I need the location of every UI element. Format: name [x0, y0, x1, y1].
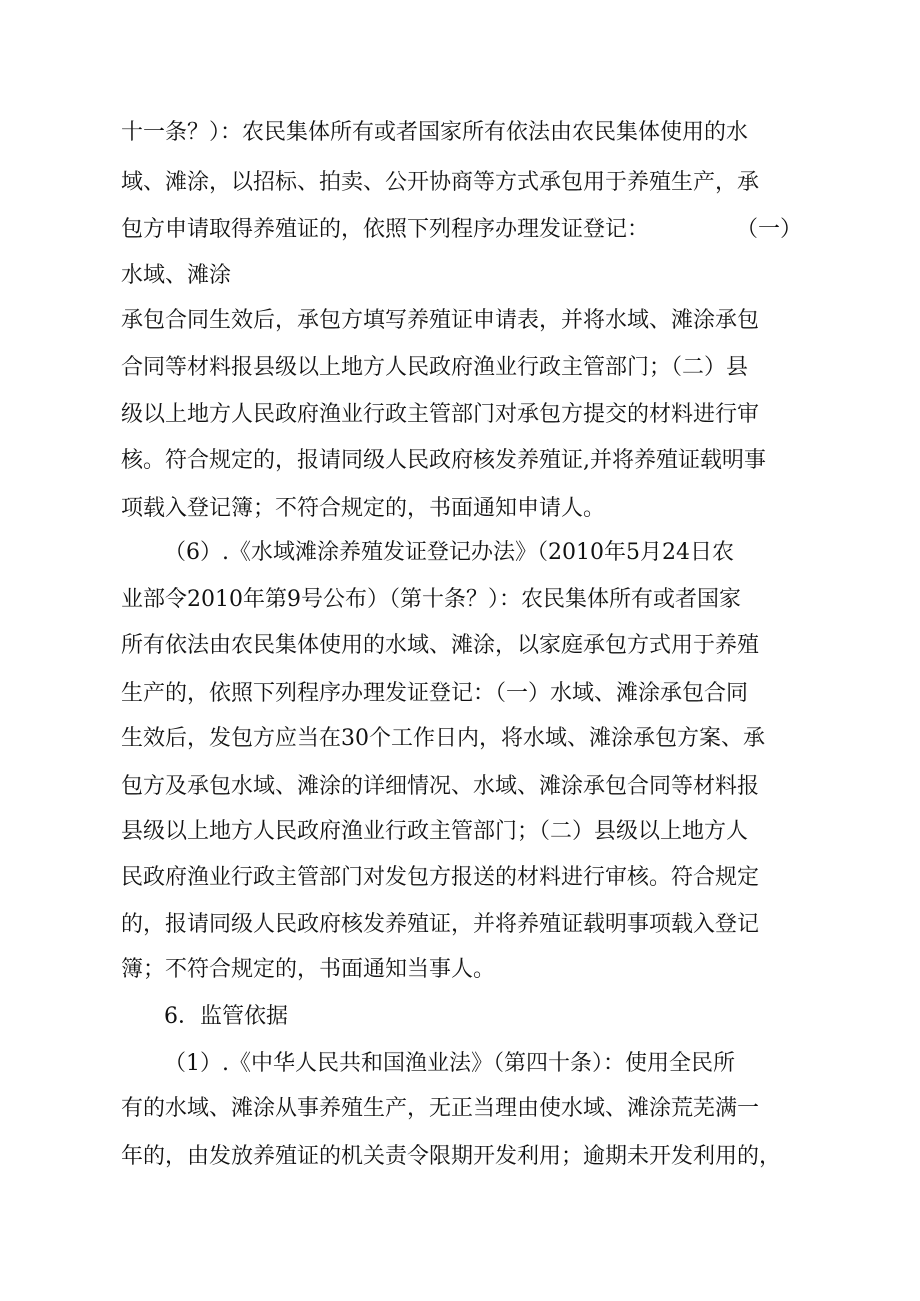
text-line — [0, 580, 920, 620]
text-line — [0, 163, 920, 203]
text-line — [0, 1089, 920, 1129]
text-line — [0, 348, 920, 388]
text-line — [0, 950, 920, 990]
text-line-content: 业部令2010年第9号公布）（第十条？）：农民集体所有或者国家 — [121, 587, 741, 612]
text-line-content: 民政府渔业行政主管部门对发包方报送的材料进行审核。符合规定 — [121, 865, 760, 890]
text-line-content: （一） — [736, 217, 803, 242]
text-line-content: 水域、滩涂 — [121, 263, 232, 288]
text-line — [0, 812, 920, 852]
text-line — [0, 256, 920, 296]
text-line — [0, 626, 920, 666]
text-line-content: 有的水域、滩涂从事养殖生产，无正当理由使水域、滩涂荒芜满一 — [121, 1096, 760, 1121]
text-line-content: 生产的，依照下列程序办理发证登记：（一）水域、滩涂承包合同 — [121, 681, 749, 706]
text-line — [0, 905, 920, 945]
text-line — [0, 1044, 920, 1084]
text-line-content: 包方申请取得养殖证的，依照下列程序办理发证登记： — [121, 217, 650, 242]
text-line-content: 合同等材料报县级以上地方人民政府渔业行政主管部门；（二）县 — [121, 355, 749, 380]
text-line — [0, 533, 920, 573]
text-line-content: 核。符合规定的，报请同级人民政府核发养殖证,并将养殖证载明事 — [121, 448, 766, 473]
text-line — [0, 395, 920, 435]
text-line — [0, 719, 920, 759]
text-line-content: 包方及承包水域、滩涂的详细情况、水域、滩涂承包合同等材料报 — [121, 774, 760, 799]
text-line-content: 级以上地方人民政府渔业行政主管部门对承包方提交的材料进行审 — [121, 402, 760, 427]
text-line-content: 承包合同生效后，承包方填写养殖证申请表，并将水域、滩涂承包 — [121, 308, 760, 333]
text-line — [0, 997, 920, 1037]
text-line-content: 的，报请同级人民政府核发养殖证，并将养殖证载明事项载入登记 — [121, 912, 760, 937]
text-line-content: 所有依法由农民集体使用的水域、滩涂，以家庭承包方式用于养殖 — [121, 633, 760, 658]
text-line — [0, 210, 920, 250]
text-line-content: 县级以上地方人民政府渔业行政主管部门；（二）县级以上地方人 — [121, 819, 749, 844]
text-line — [0, 441, 920, 481]
text-line — [0, 858, 920, 898]
text-line-content: 6．监管依据 — [164, 1004, 288, 1029]
text-line — [0, 1137, 920, 1177]
text-line-content: 项载入登记簿；不符合规定的，书面通知申请人。 — [121, 496, 606, 521]
text-line-content: 年的，由发放养殖证的机关责令限期开发利用；逾期未开发利用的， — [121, 1144, 782, 1169]
text-line-content: （6）.《水域滩涂养殖发证登记办法》（2010年5月24日农 — [164, 540, 734, 565]
text-line-content: 十一条？）：农民集体所有或者国家所有依法由农民集体使用的水 — [121, 120, 749, 145]
text-line-content: 簿；不符合规定的，书面通知当事人。 — [121, 957, 496, 982]
text-line — [0, 113, 920, 153]
text-line-content: （1）.《中华人民共和国渔业法》（第四十条）：使用全民所 — [164, 1051, 735, 1076]
text-line — [0, 674, 920, 714]
text-line — [0, 767, 920, 807]
text-line-content: 域、滩涂，以招标、拍卖、公开协商等方式承包用于养殖生产，承 — [121, 170, 760, 195]
text-line — [0, 489, 920, 529]
text-line — [0, 301, 920, 341]
text-line-content: 生效后，发包方应当在30个工作日内，将水域、滩涂承包方案、承 — [121, 726, 765, 751]
